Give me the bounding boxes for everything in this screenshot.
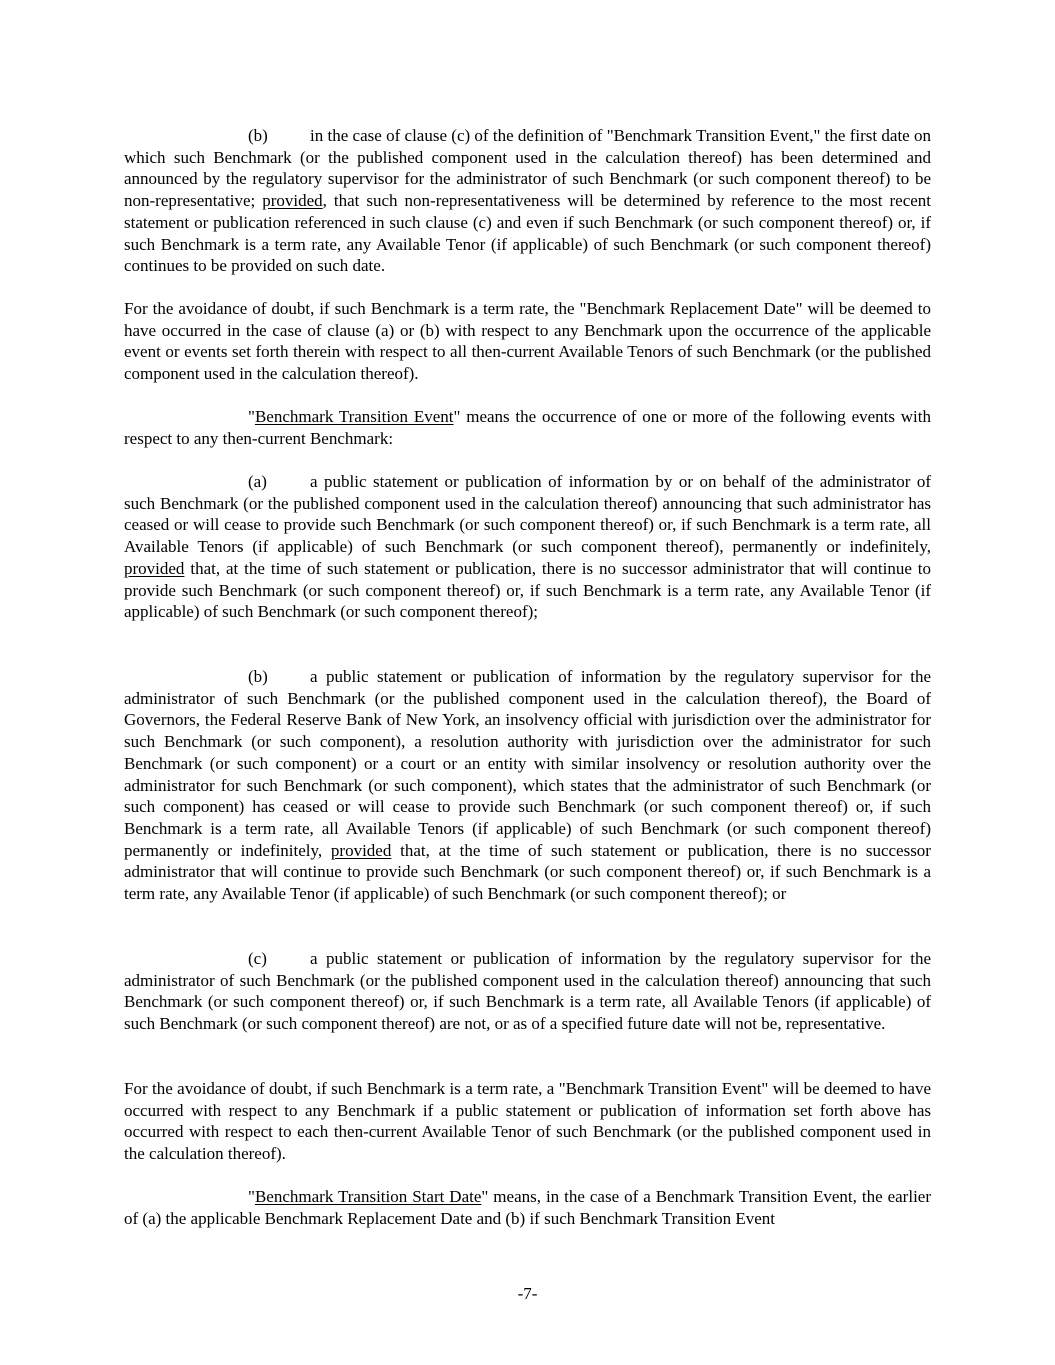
- paragraph-transition-event-c: (c) a public statement or publication of information by the regulatory supervisor for the administrator of such Benchmark (or the published component used in the calculation thereof) announcing that such Benchmark (or such component thereof) or, if such Benchmark is a term rate, all Available Tenors (if applicable) of such Benchmark (or such component thereof) are not, or as of a specified future date will not be, representative.: [124, 949, 931, 1034]
- paragraph-transition-event-a: (a) a public statement or publication of information by or on behalf of the administrator of such Benchmark (or the published component used in the calculation thereof) announcing that such administrator has ceased or will cease to provide such Benchmark (or such component thereof) or, if such Benchmark is a term rate, all Available Tenors (if applicable) of such Benchmark (or such component thereof), permanently or indefinitely, provided that, at the time of such statement or publication, there is no successor administrator that will continue to provide such Benchmark (or such component thereof) or, if such Benchmark is a term rate, any Available Tenor (if applicable) of such Benchmark (or such component thereof);: [124, 472, 931, 622]
- defined-term: Benchmark Transition Start Date: [254, 1187, 482, 1206]
- paragraph-benchmark-transition-event-definition: "Benchmark Transition Event" means the occurrence of one or more of the following events with respect to any then-current Benchmark:: [124, 407, 931, 448]
- paragraph-transition-event-b: (b) a public statement or publication of information by the regulatory supervisor for the administrator of such Benchmark (or the published component used in the calculation thereof), the Board of Governors, the Federal Reserve Bank of New York, an insolvency official with jurisdiction over the administrator for such Benchmark (or such component), a resolution authority with jurisdiction over the administrator for such Benchmark (or such component) or a court or an entity with similar insolvency or resolution authority over the administrator for such Benchmark (or such component), which states that the administrator of such Benchmark (or such component) has ceased or will cease to provide such Benchmark (or such component thereof) or, if such Benchmark is a term rate, all Available Tenors (if applicable) of such Benchmark (or such component thereof) permanently or indefinitely, provided that, at the time of such statement or publication, there is no successor administrator that will continue to provide such Benchmark (or such component thereof) or, if such Benchmark is a term rate, any Available Tenor (if applicable) of such Benchmark (or such component thereof); or: [124, 667, 931, 904]
- page-number: -7-: [517, 1284, 538, 1303]
- paragraph-avoidance-of-doubt-transition-event: For the avoidance of doubt, if such Benchmark is a term rate, a "Benchmark Transition Event" will be deemed to have occurred with respect to any Benchmark if a public statement or publication of information set forth above has occurred with respect to each then-current Available Tenor of such Benchmark (or the published component used in the calculation thereof).: [124, 1079, 931, 1164]
- underlined-term: provided: [124, 558, 185, 578]
- clause-label: (b): [248, 126, 268, 145]
- paragraph-benchmark-replacement-date-b: (b) in the case of clause (c) of the definition of "Benchmark Transition Event," the first date on which such Benchmark (or the published component used in the calculation thereof) has been determined and announced by the regulatory supervisor for the administrator of such Benchmark (or such component thereof) to be non-representative; provided, that such non-representativeness will be determined by reference to the most recent statement or publication referenced in such clause (c) and even if such Benchmark (or such component thereof) or, if such Benchmark is a term rate, any Available Tenor (if applicable) of such Benchmark (or such component thereof) continues to be provided on such date.: [124, 126, 932, 276]
- paragraph-benchmark-transition-start-date: "Benchmark Transition Start Date" means, in the case of a Benchmark Transition Event, the earlier of (a) the applicable Benchmark Replacement Date and (b) if such Benchmark Transition Event: [124, 1187, 931, 1228]
- clause-label: (a): [248, 472, 267, 491]
- defined-term: Benchmark Transition Event: [254, 407, 454, 426]
- underlined-term: provided: [330, 840, 392, 860]
- clause-label: (b): [248, 667, 268, 686]
- underlined-term: provided: [262, 191, 323, 211]
- paragraph-avoidance-of-doubt-replacement-date: For the avoidance of doubt, if such Benchmark is a term rate, the "Benchmark Replacement Date" will be deemed to have occurred in the case of clause (a) or (b) with respect to any Benchmark upon the occurrence of the applicable event or events set forth therein with respect to all then-current Available Tenors of such Benchmark (or the published component used in the calculation thereof).: [124, 299, 931, 384]
- clause-label: (c): [248, 949, 267, 968]
